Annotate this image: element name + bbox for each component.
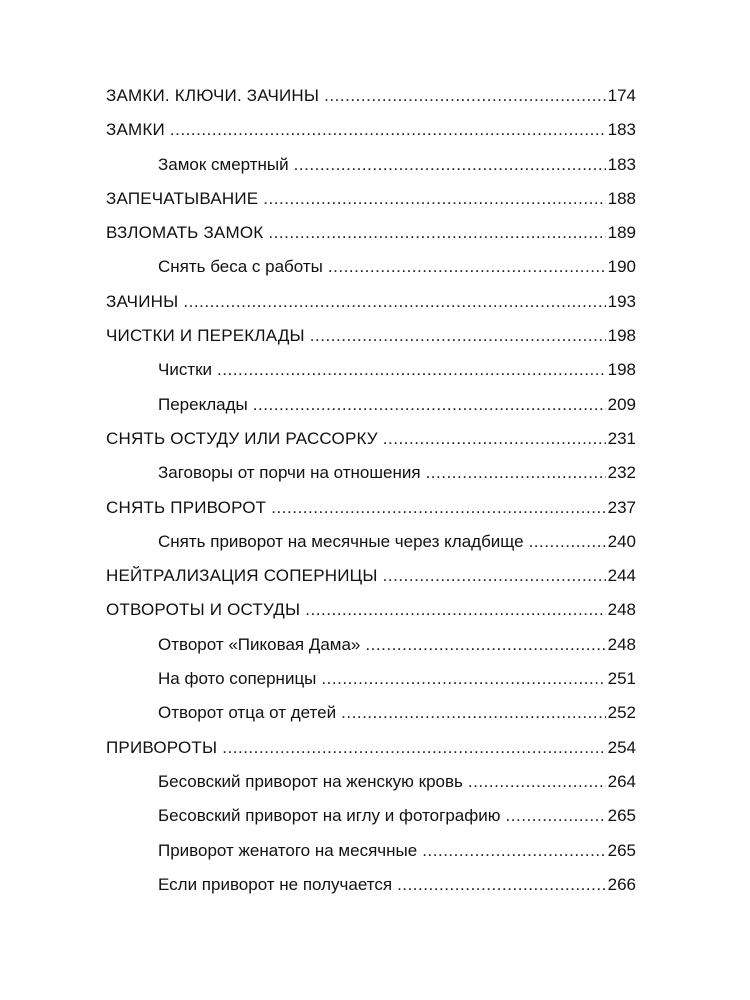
- toc-subentry: [106, 662, 636, 696]
- dot-leader: [341, 696, 606, 730]
- toc-entry-title: ОТВОРОТЫ И ОСТУДЫ: [106, 600, 301, 620]
- toc-entry-title: Приворот женатого на месячные: [158, 840, 418, 860]
- toc-entry: [106, 422, 636, 456]
- toc-entry-page: 198: [607, 326, 636, 346]
- toc-entry-page: 244: [607, 566, 636, 586]
- toc-entry-page: 265: [607, 806, 636, 826]
- toc-subentry: [106, 868, 636, 902]
- toc-entry-title: ЧИСТКИ И ПЕРЕКЛАДЫ: [106, 326, 305, 346]
- dot-leader: [397, 868, 606, 902]
- table-of-contents: [106, 79, 636, 902]
- toc-entry-page: 198: [607, 360, 636, 380]
- dot-leader: [324, 79, 605, 113]
- toc-entry-page: 174: [607, 86, 636, 105]
- toc-entry: [106, 593, 636, 627]
- toc-entry-title: ВЗЛОМАТЬ ЗАМОК: [106, 223, 264, 243]
- toc-entry-page: 252: [607, 703, 636, 723]
- toc-entry: [106, 113, 636, 147]
- dot-leader: [217, 353, 606, 387]
- toc-entry-title: ПРИВОРОТЫ: [106, 737, 218, 757]
- toc-subentry: [106, 525, 636, 559]
- dot-leader: [170, 113, 606, 147]
- toc-entry-title: ЗАПЕЧАТЫВАНИЕ: [106, 188, 259, 208]
- toc-entry-title: Бесовский приворот на женскую кровь: [158, 771, 463, 791]
- dot-leader: [422, 834, 605, 868]
- toc-subentry: [106, 799, 636, 833]
- toc-entry-title: Переклады: [158, 394, 248, 414]
- toc-subentry: [106, 148, 636, 182]
- toc-entry-page: 237: [607, 497, 636, 517]
- toc-entry: [106, 559, 636, 593]
- toc-subentry: [106, 696, 636, 730]
- dot-leader: [365, 628, 605, 662]
- toc-subentry: [106, 456, 636, 490]
- toc-entry: [106, 182, 636, 216]
- dot-leader: [426, 456, 606, 490]
- toc-entry-title: НЕЙТРАЛИЗАЦИЯ СОПЕРНИЦЫ: [106, 566, 378, 586]
- dot-leader: [505, 799, 605, 833]
- dot-leader: [268, 216, 605, 250]
- toc-entry-page: 248: [607, 634, 636, 654]
- dot-leader: [468, 765, 606, 799]
- toc-subentry: [106, 250, 636, 284]
- dot-leader: [222, 731, 605, 765]
- dot-leader: [328, 250, 606, 284]
- dot-leader: [253, 388, 606, 422]
- toc-entry: [106, 319, 636, 353]
- toc-entry-page: 189: [607, 223, 636, 243]
- toc-entry-title: Отворот отца от детей: [158, 703, 337, 723]
- toc-entry-title: СНЯТЬ ОСТУДУ ИЛИ РАССОРКУ: [106, 428, 378, 448]
- toc-entry-title: Если приворот не получается: [158, 874, 393, 894]
- toc-subentry: [106, 628, 636, 662]
- toc-entry-title: ЗАЧИНЫ: [106, 291, 179, 311]
- toc-entry-page: 188: [607, 188, 636, 208]
- dot-leader: [263, 182, 605, 216]
- toc-entry-page: 232: [607, 463, 636, 483]
- toc-entry-title: На фото соперницы: [158, 669, 317, 689]
- toc-subentry: [106, 834, 636, 868]
- toc-entry: [106, 285, 636, 319]
- toc-entry-page: 193: [607, 291, 636, 311]
- toc-entry-title: Замок смертный: [158, 154, 289, 174]
- toc-entry-page: 266: [607, 874, 636, 894]
- toc-entry-page: 209: [607, 394, 636, 414]
- toc-entry-title: Отворот «Пиковая Дама»: [158, 634, 361, 654]
- toc-entry: [106, 491, 636, 525]
- toc-entry-page: 248: [607, 600, 636, 620]
- toc-entry: [106, 216, 636, 250]
- dot-leader: [383, 422, 606, 456]
- toc-entry-page: 254: [607, 737, 636, 757]
- toc-subentry: [106, 765, 636, 799]
- toc-entry-title: СНЯТЬ ПРИВОРОТ: [106, 497, 267, 517]
- dot-leader: [294, 148, 606, 182]
- dot-leader: [183, 285, 605, 319]
- toc-entry-page: 265: [607, 840, 636, 860]
- toc-entry-title: Чистки: [158, 360, 213, 380]
- toc-entry: [106, 79, 636, 113]
- toc-entry-page: 240: [607, 531, 636, 551]
- toc-entry-page: 183: [607, 120, 636, 140]
- toc-entry: [106, 731, 636, 765]
- toc-entry-page: 190: [607, 257, 636, 277]
- toc-subentry: [106, 388, 636, 422]
- toc-entry-page: 183: [607, 154, 636, 174]
- dot-leader: [321, 662, 605, 696]
- toc-entry-page: 231: [607, 428, 636, 448]
- toc-entry-title: Заговоры от порчи на отношения: [158, 463, 421, 483]
- dot-leader: [310, 319, 606, 353]
- dot-leader: [271, 491, 605, 525]
- dot-leader: [383, 559, 606, 593]
- dot-leader: [305, 593, 605, 627]
- toc-entry-title: ЗАМКИ: [106, 120, 165, 140]
- toc-entry-title: ЗАМКИ. КЛЮЧИ. ЗАЧИНЫ: [106, 86, 320, 105]
- toc-entry-page: 264: [607, 771, 636, 791]
- toc-subentry: [106, 353, 636, 387]
- toc-entry-page: 251: [607, 669, 636, 689]
- toc-entry-title: Бесовский приворот на иглу и фотографию: [158, 806, 501, 826]
- toc-entry-title: Снять беса с работы: [158, 257, 323, 277]
- dot-leader: [529, 525, 606, 559]
- toc-entry-title: Снять приворот на месячные через кладбище: [158, 531, 524, 551]
